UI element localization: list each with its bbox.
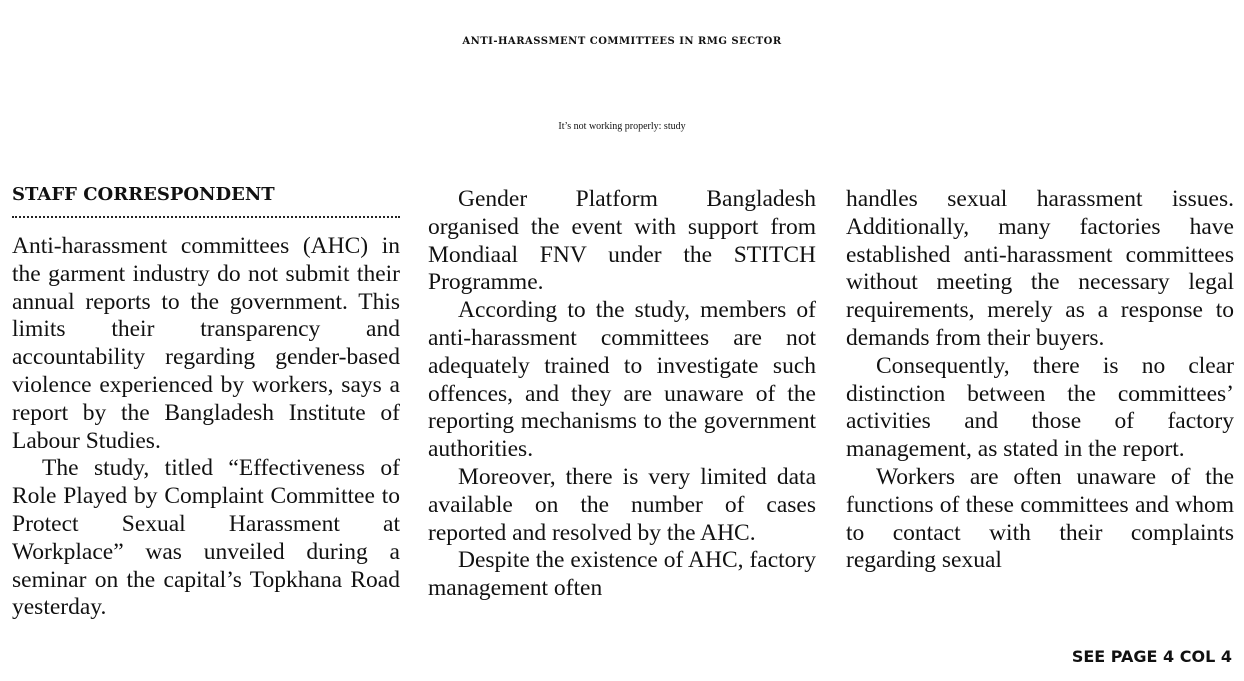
paragraph: Gender Platform Bangladesh organised the event with support from Mondiaal FNV under the STITCH Programme. [428, 186, 816, 296]
article-column-3 [846, 186, 1234, 575]
main-headline: It’s not working properly: study [558, 121, 686, 132]
kicker-headline: ANTI-HARASSMENT COMMITTEES IN RMG SECTOR [462, 36, 782, 47]
paragraph: Despite the existence of AHC, factory management often [428, 547, 816, 602]
paragraph: Anti-harassment committees (AHC) in the garment industry do not submit their annual reports to the government. This limits their transparency and accountability regarding gender-based violence experienced by workers, says a report by the Bangladesh Institute of Labour Studies. [12, 233, 400, 454]
continued-jump-line: SEE PAGE 4 COL 4 [1071, 647, 1232, 666]
byline: STAFF CORRESPONDENT [12, 184, 275, 205]
paragraph: According to the study, members of anti-harassment committees are not adequately trained to investigate such offences, and they are unaware of the reporting mechanisms to the government authorities. [428, 297, 816, 463]
paragraph: Consequently, there is no clear distinction between the committees’ activities and those of factory management, as stated in the report. [846, 352, 1234, 463]
byline-dotted-rule [12, 216, 400, 218]
article-column-2 [428, 186, 816, 603]
paragraph: Workers are often unaware of the functions of these committees and whom to contact with their complaints regarding sexual [846, 463, 1234, 574]
paragraph: The study, titled “Effectiveness of Role Played by Complaint Committee to Protect Sexual Harassment at Workplace” was unveiled during a seminar on the capital’s Topkhana Road yesterday. [12, 455, 400, 621]
paragraph: handles sexual harassment issues. Additionally, many factories have established anti-harassment committees without meeting the necessary legal requirements, merely as a response to demands from their buyers. [846, 186, 1234, 351]
paragraph: Moreover, there is very limited data available on the number of cases reported and resolved by the AHC. [428, 463, 816, 546]
article-column-1 [12, 233, 400, 622]
